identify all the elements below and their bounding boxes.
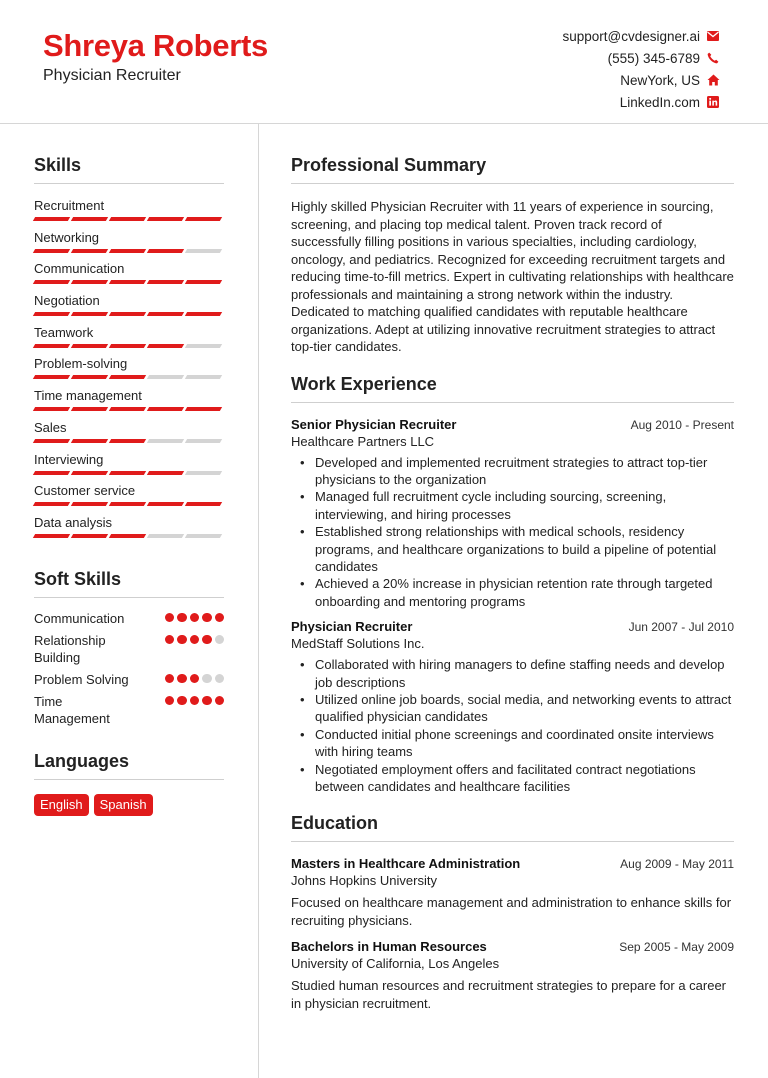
skill-level-segment: [147, 407, 184, 411]
skill-level-segment: [147, 534, 184, 538]
skill-level-segment: [109, 439, 146, 443]
skill-level-bar: [34, 280, 224, 284]
skill-name: Time management: [34, 388, 142, 404]
skill-level-segment: [109, 407, 146, 411]
job-bullet: • Established strong relationships with medical schools, residency programs, and healthcare organizations to build a pipeline of potential candidates: [291, 523, 734, 575]
skill-name: Customer service: [34, 483, 136, 499]
skill-level-segment: [109, 502, 146, 506]
job-date: Aug 2010 - Present: [630, 417, 734, 432]
rating-dot: [190, 635, 200, 645]
skill-level-segment: [147, 471, 184, 475]
contact-location: [562, 69, 720, 91]
skill-name: Negotiation: [34, 293, 100, 309]
skill-level-segment: [71, 407, 108, 411]
skill-level-segment: [147, 280, 184, 284]
skill-level-segment: [147, 312, 184, 316]
skill-level-segment: [109, 471, 146, 475]
job-bullet: • Developed and implemented recruitment strategies to attract top-tier physicians to the organization: [291, 454, 734, 489]
skill-name: Interviewing: [34, 451, 104, 467]
skill-level-bar: [34, 439, 224, 443]
home-icon: [706, 73, 720, 87]
skill-level-segment: [71, 344, 108, 348]
rating-dot: [165, 635, 175, 645]
skill-item: [34, 293, 224, 325]
languages-heading: Languages: [34, 751, 224, 780]
job-bullet: • Achieved a 20% increase in physician retention rate through targeted onboarding and mentoring programs: [291, 575, 734, 610]
skill-level-segment: [71, 312, 108, 316]
skill-level-segment: [185, 280, 222, 284]
education-heading: Education: [291, 813, 734, 842]
skill-level-segment: [33, 471, 70, 475]
skill-level-segment: [33, 407, 70, 411]
jobs-list: [291, 417, 734, 796]
job-header: [291, 619, 734, 634]
skill-level-segment: [185, 249, 222, 253]
education-entry: [291, 856, 734, 929]
job-bullet: • Collaborated with hiring managers to define staffing needs and develop job descriptions: [291, 656, 734, 691]
skill-level-segment: [147, 344, 184, 348]
summary-heading: Professional Summary: [291, 155, 734, 184]
rating-dot: [215, 696, 225, 706]
soft-skill-item: [34, 671, 224, 688]
skill-item: [34, 420, 224, 452]
skill-level-bar: [34, 502, 224, 506]
skill-item: [34, 198, 224, 230]
skill-level-segment: [71, 534, 108, 538]
skill-level-segment: [33, 344, 70, 348]
job-bullet: • Managed full recruitment cycle including sourcing, screening, interviewing, and hiring processes: [291, 488, 734, 523]
skill-level-segment: [147, 375, 184, 379]
education-description: Studied human resources and recruitment strategies to prepare for a career in physician recruitment.: [291, 978, 727, 1011]
language-tag: English: [34, 794, 89, 816]
skill-level-segment: [71, 280, 108, 284]
skill-item: [34, 230, 224, 262]
experience-heading: Work Experience: [291, 374, 734, 403]
job-bullet: • Negotiated employment offers and facilitated contract negotiations between candidates and healthcare facilities: [291, 761, 734, 796]
column-divider: [258, 124, 259, 1078]
skill-item: [34, 452, 224, 484]
linkedin-icon: [706, 95, 720, 109]
soft-skill-rating: [165, 610, 225, 623]
skill-item: [34, 388, 224, 420]
skill-level-bar: [34, 375, 224, 379]
contact-phone-text: (555) 345-6789: [607, 50, 700, 66]
left-column: [34, 155, 224, 816]
skill-level-segment: [185, 502, 222, 506]
rating-dot: [165, 674, 175, 684]
skill-level-segment: [109, 312, 146, 316]
languages-section: [34, 751, 224, 816]
experience-section: [291, 374, 734, 796]
skill-level-segment: [147, 502, 184, 506]
candidate-title: Physician Recruiter: [43, 67, 181, 84]
candidate-name: Shreya Roberts: [43, 28, 268, 63]
education-degree: Bachelors in Human Resources: [291, 939, 487, 955]
skill-level-segment: [71, 471, 108, 475]
skills-list: [34, 198, 224, 547]
phone-icon: [706, 51, 720, 65]
soft-skill-rating: [165, 693, 225, 706]
skill-level-segment: [71, 217, 108, 221]
rating-dot: [202, 674, 212, 684]
education-list: [291, 856, 734, 1012]
skill-item: [34, 515, 224, 547]
skill-level-segment: [33, 502, 70, 506]
rating-dot: [202, 696, 212, 706]
skill-level-segment: [71, 375, 108, 379]
education-description: Focused on healthcare management and administration to enhance skills for recruiting physicians.: [291, 895, 732, 928]
skill-level-segment: [33, 375, 70, 379]
skill-name: Problem-solving: [34, 356, 128, 372]
resume-header: [0, 0, 768, 124]
skill-item: [34, 325, 224, 357]
skill-level-segment: [185, 471, 222, 475]
job-bullet: • Utilized online job boards, social media, and networking events to attract qualified physician candidates: [291, 691, 734, 726]
rating-dot: [177, 674, 187, 684]
skill-level-segment: [71, 249, 108, 253]
skill-level-segment: [147, 439, 184, 443]
rating-dot: [165, 696, 175, 706]
skill-name: Data analysis: [34, 514, 113, 530]
education-section: [291, 813, 734, 1012]
rating-dot: [165, 613, 175, 623]
soft-skills-section: [34, 569, 224, 727]
job-company: MedStaff Solutions Inc.: [291, 636, 425, 652]
contact-block: [562, 25, 720, 113]
skill-level-bar: [34, 407, 224, 411]
skill-level-segment: [109, 249, 146, 253]
contact-location-text: NewYork, US: [620, 72, 700, 88]
skill-level-segment: [185, 375, 222, 379]
skill-level-segment: [185, 439, 222, 443]
skill-level-segment: [33, 217, 70, 221]
rating-dot: [215, 613, 225, 623]
job-title: Senior Physician Recruiter: [291, 416, 457, 432]
education-header: [291, 939, 734, 954]
soft-skill-name: Time Management: [34, 693, 110, 726]
skill-level-segment: [71, 502, 108, 506]
skill-level-bar: [34, 534, 224, 538]
education-entry: [291, 939, 734, 1012]
skill-level-segment: [109, 375, 146, 379]
skill-level-segment: [109, 217, 146, 221]
skill-level-segment: [33, 312, 70, 316]
skill-level-segment: [147, 217, 184, 221]
skill-level-segment: [185, 312, 222, 316]
soft-skill-name: Relationship Building: [34, 632, 106, 665]
rating-dot: [177, 613, 187, 623]
contact-linkedin[interactable]: [562, 91, 720, 113]
education-date: Sep 2005 - May 2009: [619, 940, 734, 955]
contact-email-text: support@cvdesigner.ai: [562, 28, 700, 44]
skill-level-segment: [33, 439, 70, 443]
rating-dot: [177, 635, 187, 645]
skill-level-bar: [34, 217, 224, 221]
rating-dot: [215, 674, 225, 684]
skill-name: Teamwork: [34, 324, 94, 340]
skill-level-segment: [185, 344, 222, 348]
job-company: Healthcare Partners LLC: [291, 433, 435, 449]
job-date: Jun 2007 - Jul 2010: [628, 620, 734, 635]
skill-level-bar: [34, 471, 224, 475]
skill-name: Sales: [34, 419, 67, 435]
skill-level-bar: [34, 344, 224, 348]
soft-skill-rating: [165, 671, 225, 684]
language-tag: Spanish: [94, 794, 153, 816]
skill-level-segment: [109, 280, 146, 284]
skills-heading: Skills: [34, 155, 224, 184]
skill-name: Networking: [34, 229, 100, 245]
envelope-icon: [706, 29, 720, 43]
skill-level-segment: [33, 534, 70, 538]
skill-level-segment: [147, 249, 184, 253]
soft-skill-name: Problem Solving: [34, 671, 129, 687]
job-entry: [291, 417, 734, 611]
soft-skills-heading: Soft Skills: [34, 569, 224, 598]
skill-name: Communication: [34, 261, 125, 277]
skill-level-bar: [34, 312, 224, 316]
skill-name: Recruitment: [34, 198, 105, 213]
rating-dot: [190, 613, 200, 623]
job-title: Physician Recruiter: [291, 619, 413, 635]
education-school: University of California, Los Angeles: [291, 956, 500, 972]
contact-linkedin-text: LinkedIn.com: [619, 94, 700, 110]
rating-dot: [202, 635, 212, 645]
skill-level-segment: [185, 407, 222, 411]
soft-skill-item: [34, 632, 224, 666]
contact-email[interactable]: [562, 25, 720, 47]
soft-skill-rating: [165, 632, 225, 645]
right-column: [291, 155, 734, 1030]
summary-section: [291, 155, 734, 356]
skill-item: [34, 261, 224, 293]
skill-level-bar: [34, 249, 224, 253]
soft-skill-item: [34, 610, 224, 627]
education-school: Johns Hopkins University: [291, 873, 437, 889]
education-header: [291, 856, 734, 871]
education-date: Aug 2009 - May 2011: [620, 857, 734, 872]
job-bullet: • Conducted initial phone screenings and coordinated onsite interviews with hiring teams: [291, 726, 734, 761]
rating-dot: [215, 635, 225, 645]
job-bullets: [291, 454, 734, 611]
skill-level-segment: [185, 217, 222, 221]
languages-tags: [34, 794, 224, 816]
skill-level-segment: [185, 534, 222, 538]
job-header: [291, 417, 734, 432]
soft-skill-item: [34, 693, 224, 727]
skill-item: [34, 356, 224, 388]
skill-level-segment: [33, 249, 70, 253]
education-degree: Masters in Healthcare Administration: [291, 856, 521, 872]
skill-level-segment: [109, 344, 146, 348]
job-bullets: [291, 656, 734, 795]
rating-dot: [190, 674, 200, 684]
skill-level-segment: [109, 534, 146, 538]
skill-item: [34, 483, 224, 515]
soft-skill-name: Communication: [34, 610, 125, 626]
rating-dot: [177, 696, 187, 706]
rating-dot: [190, 696, 200, 706]
contact-phone[interactable]: [562, 47, 720, 69]
summary-text: Highly skilled Physician Recruiter with 11 years of experience in sourcing, screening, and placing top medical talent. Proven track record of successfully filling positions in various specialties, including cardiology, oncology, and pediatrics. Recognized for exceeding recruitment targets and reducing time-to-fill metrics. Expert in cultivating relationships with healthcare professionals and maintaining a strong network within the industry. Dedicated to matching qualified candidates with reputable healthcare organizations. Adept at utilizing innovative recruitment strategies to attract top-tier candidates.: [291, 199, 734, 354]
skill-level-segment: [71, 439, 108, 443]
soft-skills-list: [34, 610, 224, 727]
rating-dot: [202, 613, 212, 623]
job-entry: [291, 619, 734, 795]
skill-level-segment: [33, 280, 70, 284]
